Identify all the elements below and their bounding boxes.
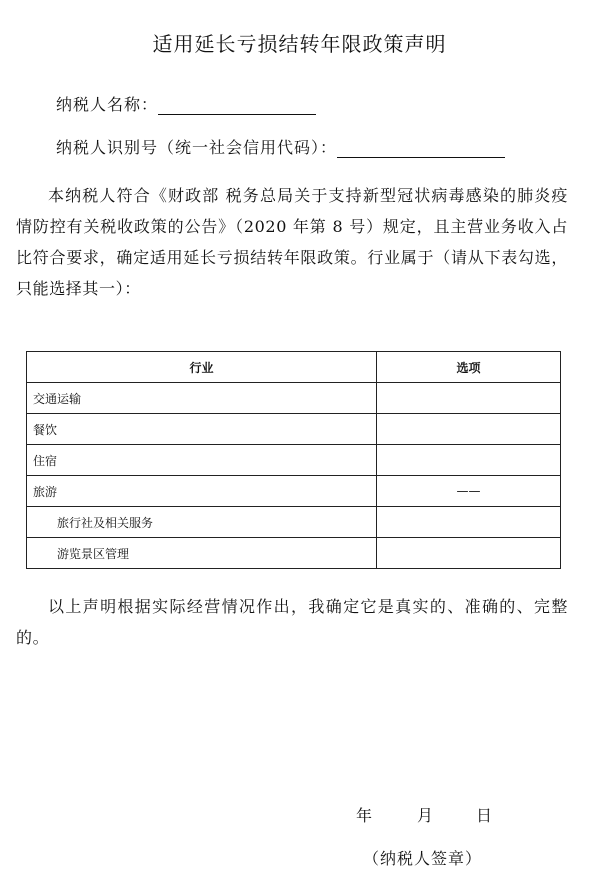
- table-row: [27, 383, 561, 414]
- taxpayer-name-blank[interactable]: [158, 96, 316, 115]
- document-title: 适用延长亏损结转年限政策声明: [152, 32, 447, 56]
- option-checkbox-cell[interactable]: [377, 383, 561, 414]
- date-month: 月: [417, 806, 434, 825]
- closing-paragraph: 以上声明根据实际经营情况作出，我确定它是真实的、准确的、完整的。: [16, 597, 568, 647]
- industry-subcell: 游览景区管理: [27, 538, 377, 569]
- table-row: [27, 538, 561, 569]
- industry-table: [26, 351, 561, 569]
- industry-cell: 餐饮: [27, 414, 377, 445]
- industry-subcell: 旅行社及相关服务: [27, 507, 377, 538]
- option-checkbox-cell[interactable]: [377, 445, 561, 476]
- option-checkbox-cell[interactable]: [377, 538, 561, 569]
- date-year: 年: [356, 806, 373, 825]
- industry-cell: 住宿: [27, 445, 377, 476]
- header-industry: 行业: [27, 352, 377, 383]
- table-row: [27, 414, 561, 445]
- table-row: [27, 445, 561, 476]
- intro-paragraph: 本纳税人符合《财政部 税务总局关于支持新型冠状病毒感染的肺炎疫情防控有关税收政策的公告》（2020 年第 8 号）规定，且主营业务收入占比符合要求，确定适用延长亏损结转年限政策。行业属于（请从下表勾选，只能选择其一）：: [16, 186, 568, 298]
- option-checkbox-cell[interactable]: [377, 507, 561, 538]
- table-row: [27, 476, 561, 507]
- header-option: 选项: [377, 352, 561, 383]
- taxpayer-name-label: 纳税人名称：: [56, 95, 159, 114]
- table-header-row: [27, 352, 561, 383]
- industry-cell: 交通运输: [27, 383, 377, 414]
- taxpayer-id-label: 纳税人识别号（统一社会信用代码）：: [56, 138, 338, 157]
- taxpayer-id-blank[interactable]: [337, 139, 505, 158]
- industry-cell: 旅游: [27, 476, 377, 507]
- signature-label: （纳税人签章）: [363, 849, 483, 868]
- date-day: 日: [476, 806, 493, 825]
- option-dash-cell: ——: [377, 476, 561, 507]
- taxpayer-id-field: [56, 135, 505, 158]
- taxpayer-name-field: [56, 92, 316, 115]
- option-checkbox-cell[interactable]: [377, 414, 561, 445]
- table-row: [27, 507, 561, 538]
